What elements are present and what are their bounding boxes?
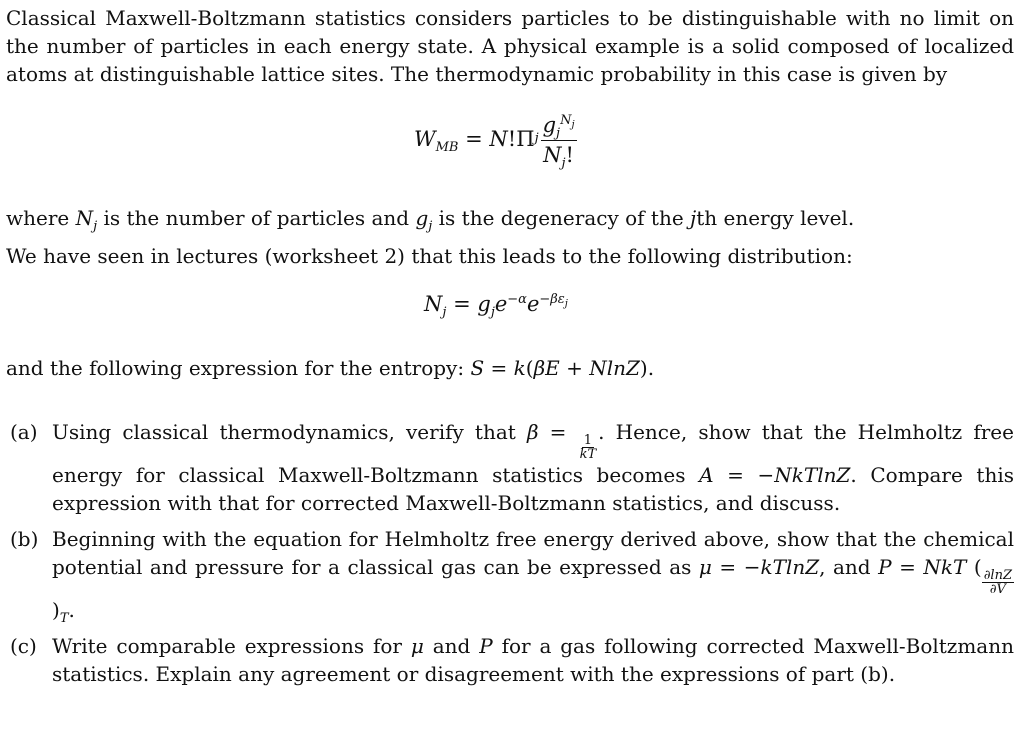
equation-distribution: $N_j = g_je^{-\alpha}e^{-\beta\varepsilon_j}$ xyxy=(424,292,568,321)
part-a-text: Using classical thermodynamics, verify that β = $\frac{1}{kT}$ . Hence, show that the Helmholtz free energy for classical Maxwell-Boltzmann statistics becomes A = −NkTlnZ. Compare this expression with that for corrected Maxwell-Boltzmann statistics, and discuss. xyxy=(52,420,1014,515)
part-b xyxy=(6,525,1014,624)
part-c-label: (c) xyxy=(10,634,37,658)
question-parts xyxy=(6,418,1014,696)
where-line: where $N_j$ is the number of particles and $g_j$ is the degeneracy of the jth energy level. xyxy=(6,206,855,234)
intro-paragraph: Classical Maxwell-Boltzmann statistics considers particles to be distinguishable with no limit on the number of particles in each energy state. A physical example is a solid composed of localized atoms at distinguishable lattice sites. The thermodynamic probability in this case is given by xyxy=(6,6,1014,86)
part-b-text: Beginning with the equation for Helmholtz free energy derived above, show that the chemical potential and pressure for a classical gas can be expressed as μ = −kTlnZ, and P = NkT ( $\frac{\partial\ln Z}{\partial V}$ )$_T$. xyxy=(52,527,1014,626)
part-c xyxy=(6,632,1014,688)
part-a xyxy=(6,418,1014,517)
part-a-label: (a) xyxy=(10,420,38,444)
equation-thermodynamic-probability: $W_{MB}$ = N !Π j $\frac{g_j^{N_j}}{N_j!}$ xyxy=(414,112,575,171)
seen-line: We have seen in lectures (worksheet 2) that this leads to the following distribution: xyxy=(6,244,853,268)
part-c-text: Write comparable expressions for μ and P for a gas following corrected Maxwell-Boltzmann statistics. Explain any agreement or disagreement with the expressions of part (b). xyxy=(52,634,1014,686)
part-b-label: (b) xyxy=(10,527,39,551)
entropy-line: and the following expression for the entropy: S = k(βE + NlnZ). xyxy=(6,356,655,380)
